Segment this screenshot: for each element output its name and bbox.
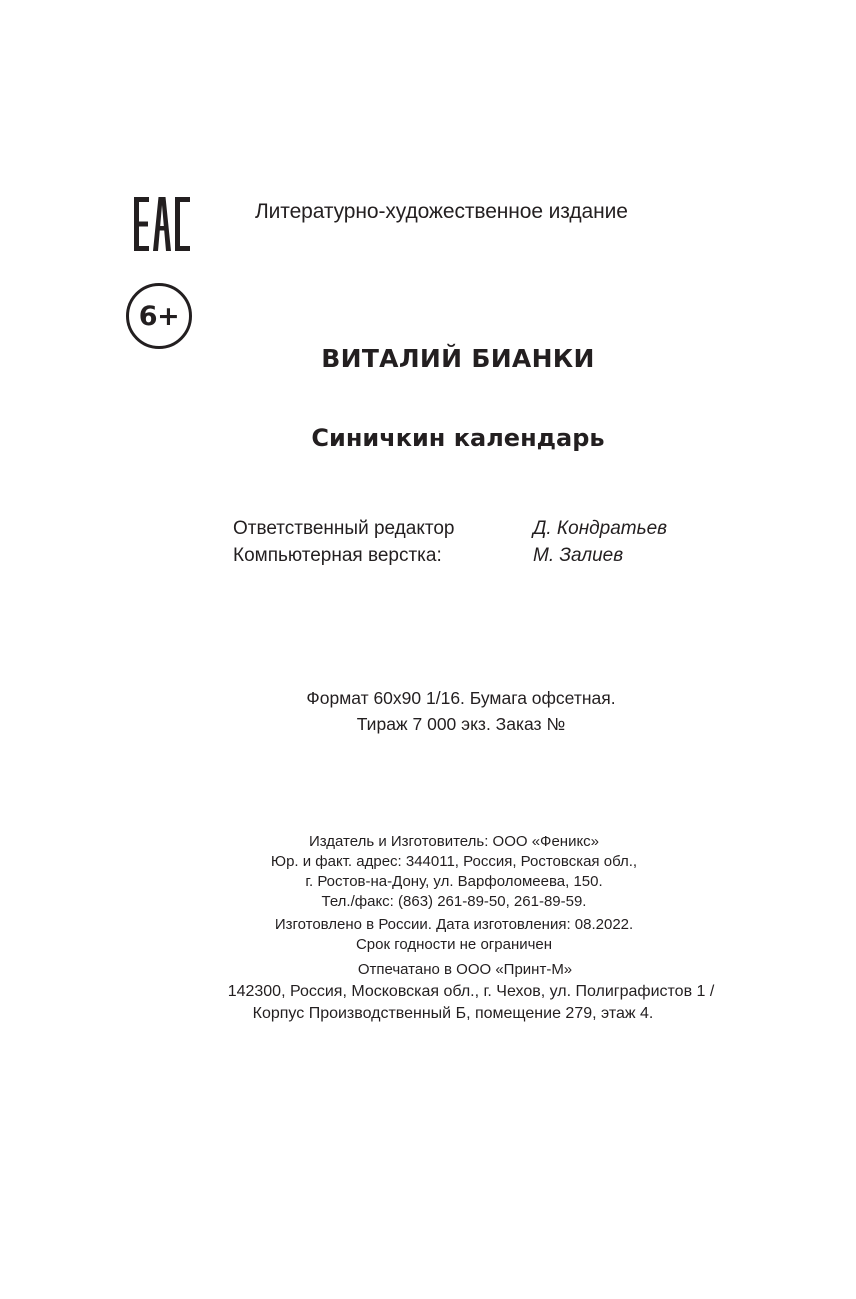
credit-name-editor: Д. Кондратьев xyxy=(533,518,668,539)
edition-type: Литературно-художественное издание xyxy=(255,200,628,223)
credit-name-layout: М. Залиев xyxy=(533,545,624,566)
print-run-line: Тираж 7 000 экз. Заказ № xyxy=(356,714,566,734)
printer-address-line: 142300, Россия, Московская обл., г. Чехов, ул. Полиграфистов 1 / xyxy=(227,983,715,1000)
credit-role-editor: Ответственный редактор xyxy=(233,518,455,539)
credit-role-layout: Компьютерная верстка: xyxy=(233,545,442,566)
publisher-address-line: г. Ростов-на-Дону, ул. Варфоломеева, 150. xyxy=(305,873,603,890)
printer-line: Отпечатано в ООО «Принт-М» xyxy=(357,961,573,978)
author-name: ВИТАЛИЙ БИАНКИ xyxy=(321,344,595,373)
shelf-life-line: Срок годности не ограничен xyxy=(355,936,553,953)
manufacture-date-line: Изготовлено в России. Дата изготовления: 08.2022. xyxy=(274,916,634,933)
book-title: Синичкин календарь xyxy=(311,424,605,452)
format-line: Формат 60х90 1/16. Бумага офсетная. xyxy=(306,688,616,708)
publisher-address-line: Юр. и факт. адрес: 344011, Россия, Ростовская обл., xyxy=(270,853,638,870)
age-rating-text: 6+ xyxy=(138,300,180,332)
age-rating-badge xyxy=(126,283,192,349)
publisher-phone-line: Тел./факс: (863) 261-89-50, 261-89-59. xyxy=(321,893,587,910)
printer-address-line: Корпус Производственный Б, помещение 279, этаж 4. xyxy=(252,1005,654,1022)
eac-conformity-icon xyxy=(134,197,190,251)
publisher-line: Издатель и Изготовитель: ООО «Феникс» xyxy=(308,833,600,850)
